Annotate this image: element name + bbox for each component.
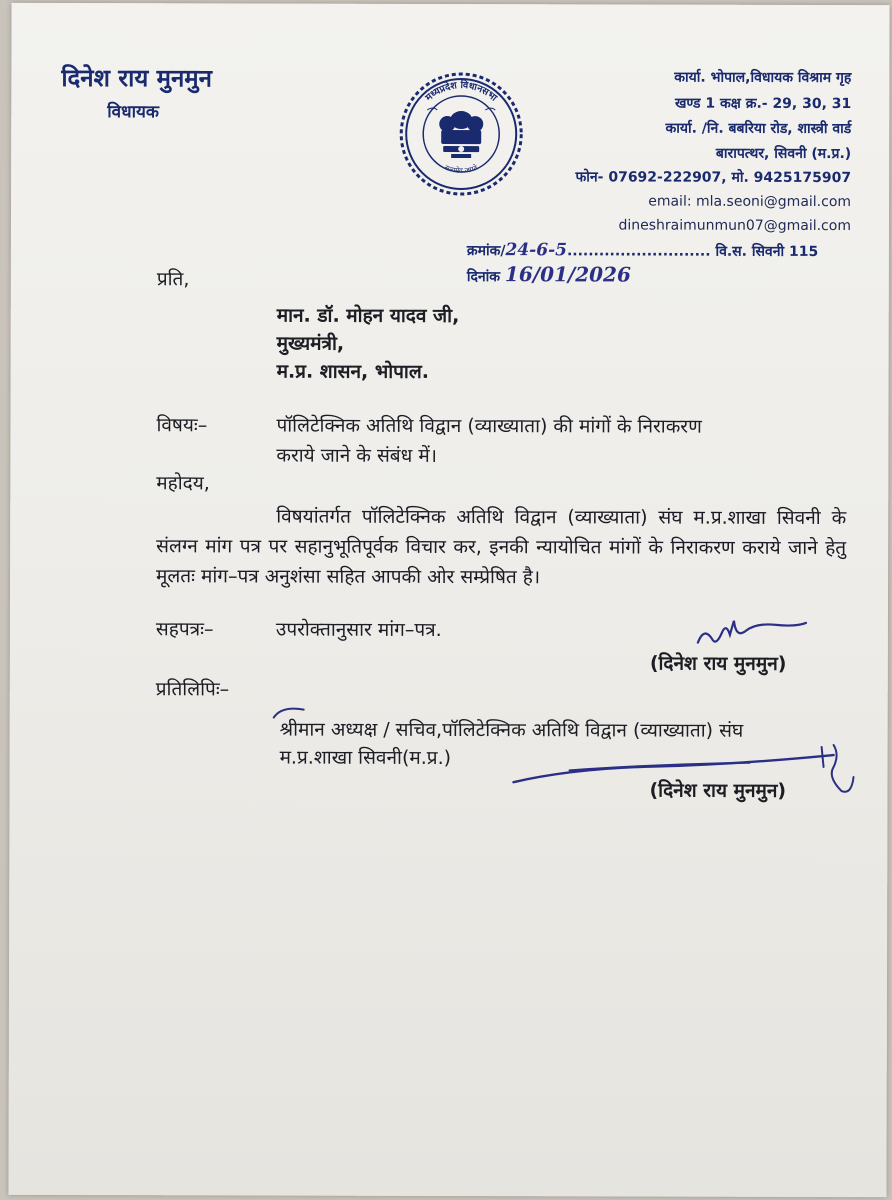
- phone-line: फोन- 07692-222907, मो. 9425175907: [575, 169, 852, 187]
- email-line-2: dineshraimunmun07@gmail.com: [618, 217, 852, 235]
- signature-2-name: (दिनेश राय मुनमुन): [649, 779, 787, 802]
- date-label: दिनांक: [466, 269, 501, 286]
- svg-text:सत्यमेव जयते: सत्यमेव जयते: [443, 163, 479, 175]
- copy-to-line-2: म.प्र.शाखा सिवनी(म.प्र.): [279, 746, 452, 770]
- subject-label: विषयः–: [156, 414, 208, 437]
- address-line-1: कार्या. भोपाल,विधायक विश्राम गृह: [674, 69, 852, 87]
- enclosure-label: सहपत्रः–: [155, 618, 214, 641]
- address-line-2: खण्ड 1 कक्ष क्र.- 29, 30, 31: [674, 95, 852, 113]
- recipient-line-2: मुख्यमंत्री,: [276, 332, 345, 355]
- prati-label: प्रति,: [156, 268, 190, 291]
- svg-text:मध्यप्रदेश विधानसभा: मध्यप्रदेश विधानसभा: [423, 79, 499, 104]
- copy-to-label: प्रतिलिपिः–: [155, 678, 230, 701]
- subject-line-2: कराये जाने के संबंध में।: [276, 444, 437, 467]
- mla-designation: विधायक: [107, 102, 159, 123]
- vidhan-sabha-emblem-icon: [397, 70, 525, 198]
- copy-to-line-1: श्रीमान अध्यक्ष / सचिव,पॉलिटेक्निक अतिथि विद्वान (व्याख्याता) संघ: [279, 718, 744, 742]
- recipient-line-3: म.प्र. शासन, भोपाल.: [276, 360, 430, 383]
- address-line-3: कार्या. /नि. बबरिया रोड, शास्त्री वार्ड: [665, 120, 852, 138]
- reference-number-row: [467, 240, 818, 261]
- letter-page: [8, 3, 889, 1197]
- kramank-handwritten: 24-6-5: [505, 240, 568, 261]
- recipient-line-1: मान. डॉ. मोहन यादव जी,: [276, 304, 460, 328]
- body-paragraph: विषयांतर्गत पॉलिटेक्निक अतिथि विद्वान (व्याख्याता) संघ म.प्र.शाखा सिवनी के संलग्न मांग पत्र पर सहानुभूतिपूर्वक विचार कर, इनकी न्यायोचित मांगों के निराकरण कराये जाने हेतु मूलतः मांग–पत्र अनुशंसा सहित आपकी ओर सम्प्रेषित है।: [156, 505, 847, 589]
- enclosure-text: उपरोक्तानुसार मांग–पत्र.: [275, 618, 442, 641]
- kramank-dots: ...........................: [566, 243, 711, 260]
- constituency: वि.स. सिवनी 115: [715, 243, 819, 260]
- signature-1-name: (दिनेश राय मुनमुन): [649, 652, 787, 675]
- mla-name: दिनेश राय मुनमुन: [61, 63, 213, 93]
- date-row: [467, 262, 631, 286]
- kramank-label: क्रमांक/: [466, 243, 506, 260]
- date-handwritten: 16/01/2026: [504, 262, 631, 287]
- address-line-4: बारापत्थर, सिवनी (म.प्र.): [715, 145, 852, 163]
- salutation: महोदय,: [156, 472, 210, 495]
- email-line-1: email: mla.seoni@gmail.com: [648, 193, 852, 211]
- subject-line-1: पॉलिटेक्निक अतिथि विद्वान (व्याख्याता) की मांगों के निराकरण: [276, 414, 702, 438]
